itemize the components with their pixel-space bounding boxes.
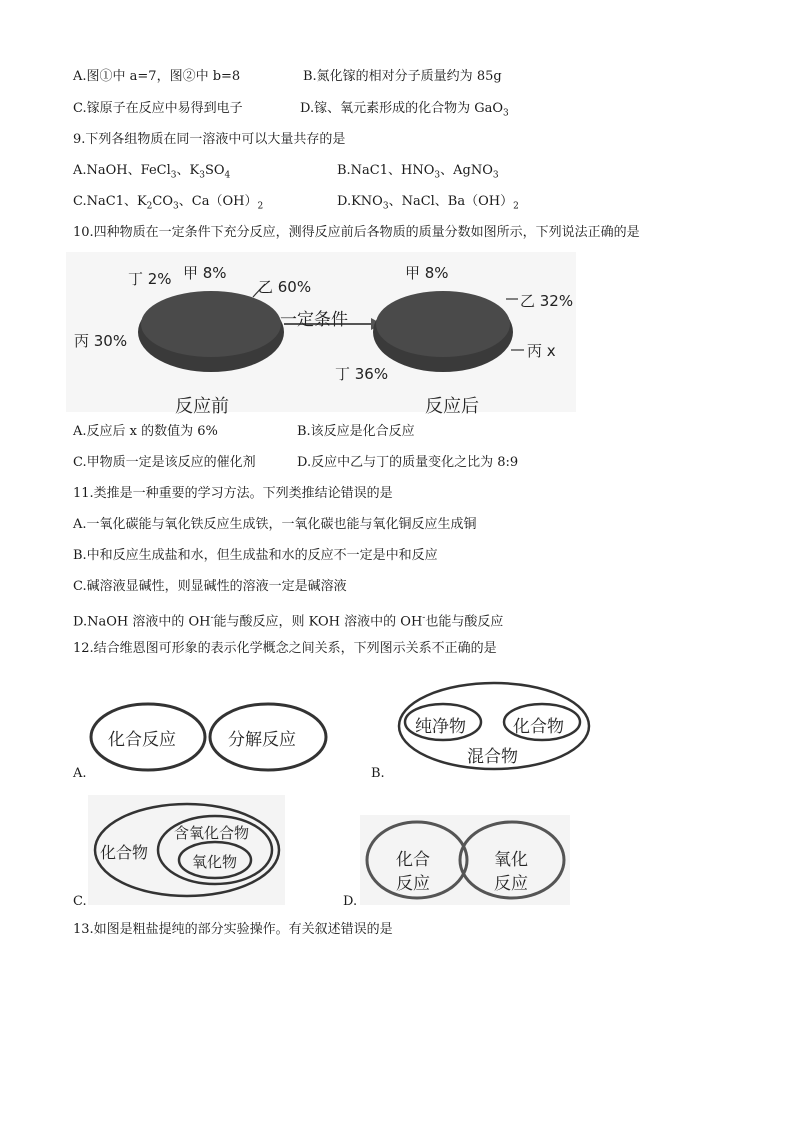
- venn-d-right-label-2: 反应: [494, 874, 528, 894]
- q10-option-d: D.反应中乙与丁的质量变化之比为 8:9: [297, 455, 519, 470]
- venn-c-mid-label: 含氧化合物: [174, 824, 250, 842]
- after-caption: 反应后: [425, 396, 479, 417]
- before-caption: 反应前: [175, 396, 229, 417]
- q10-option-a: A.反应后 x 的数值为 6%: [73, 424, 218, 439]
- before-label-yi: 乙 60%: [258, 278, 312, 296]
- q8-option-d: D.镓、氧元素形成的化合物为 GaO$_3$: [300, 101, 509, 119]
- q10-stem: 10.四种物质在一定条件下充分反应，测得反应前后各物质的质量分数如图所示，下列说法正确的是: [73, 225, 640, 240]
- venn-c-outer-label: 化合物: [100, 843, 149, 862]
- q11-option-b: B.中和反应生成盐和水，但生成盐和水的反应不一定是中和反应: [73, 548, 438, 563]
- q10-option-b: B.该反应是化合反应: [297, 424, 415, 439]
- q8-option-a: A.图①中 a=7，图②中 b=8: [73, 69, 241, 84]
- venn-b-right-label: 化合物: [513, 717, 564, 737]
- venn-b-option-label: B.: [371, 766, 385, 781]
- q13-stem: 13.如图是粗盐提纯的部分实验操作。有关叙述错误的是: [73, 922, 393, 937]
- before-label-bing: 丙 30%: [74, 332, 128, 350]
- venn-d-right-label-1: 氧化: [494, 850, 528, 870]
- venn-d-option-label: D.: [343, 894, 358, 909]
- before-label-ding: 丁 2%: [128, 270, 172, 288]
- q11-option-c: C.碱溶液显碱性，则显碱性的溶液一定是碱溶液: [73, 579, 347, 594]
- q12-stem: 12.结合维恩图可形象的表示化学概念之间关系，下列图示关系不正确的是: [73, 641, 497, 656]
- after-disk-top: [376, 291, 510, 357]
- q9-option-d: $D.KNO_3$、NaCl、$Ba(OH)_2$: [337, 194, 519, 212]
- venn-c-inner-label: 氧化物: [192, 853, 238, 871]
- venn-c-option-label: C.: [73, 894, 87, 909]
- q8-option-c: C.镓原子在反应中易得到电子: [73, 101, 243, 116]
- q10-option-c: C.甲物质一定是该反应的催化剂: [73, 455, 256, 470]
- after-label-bing: 丙 x: [527, 342, 556, 360]
- before-disk-top: [141, 291, 281, 357]
- q11-option-d: D.NaOH 溶液中的 OH-能与酸反应，则 KOH 溶液中的 OH-也能与酸反应: [73, 613, 504, 630]
- venn-a-option-label: A.: [73, 766, 87, 781]
- venn-a-left-label: 化合反应: [108, 730, 176, 750]
- before-label-jia: 甲 8%: [183, 264, 227, 282]
- after-label-jia: 甲 8%: [405, 264, 449, 282]
- after-label-ding: 丁 36%: [335, 365, 389, 383]
- q9-stem: 9.下列各组物质在同一溶液中可以大量共存的是: [73, 132, 346, 147]
- venn-d-left-label-2: 反应: [396, 874, 430, 894]
- venn-b-outer-label: 混合物: [467, 747, 518, 767]
- arrow-label: 一定条件: [280, 310, 348, 330]
- venn-d-left-label-1: 化合: [396, 850, 430, 870]
- after-label-yi: 乙 32%: [520, 292, 574, 310]
- q8-option-b: B.氮化镓的相对分子质量约为 85g: [303, 69, 502, 84]
- q9-option-c: C.NaC1、$K_2CO_3$、$Ca(OH)_2$: [73, 194, 264, 212]
- venn-a-right-label: 分解反应: [228, 730, 296, 750]
- q9-option-b: B.NaC1、$HNO_3$、AgNO$_3$: [337, 163, 499, 181]
- venn-b-left-label: 纯净物: [415, 717, 466, 737]
- venn-d: [362, 817, 570, 903]
- q9-option-a: A.NaOH、FeCl$_3$、$K_3SO_4$: [73, 163, 231, 181]
- q11-option-a: A.一氧化碳能与氧化铁反应生成铁，一氧化碳也能与氧化铜反应生成铜: [73, 517, 477, 532]
- q11-stem: 11.类推是一种重要的学习方法。下列类推结论错误的是: [73, 486, 393, 501]
